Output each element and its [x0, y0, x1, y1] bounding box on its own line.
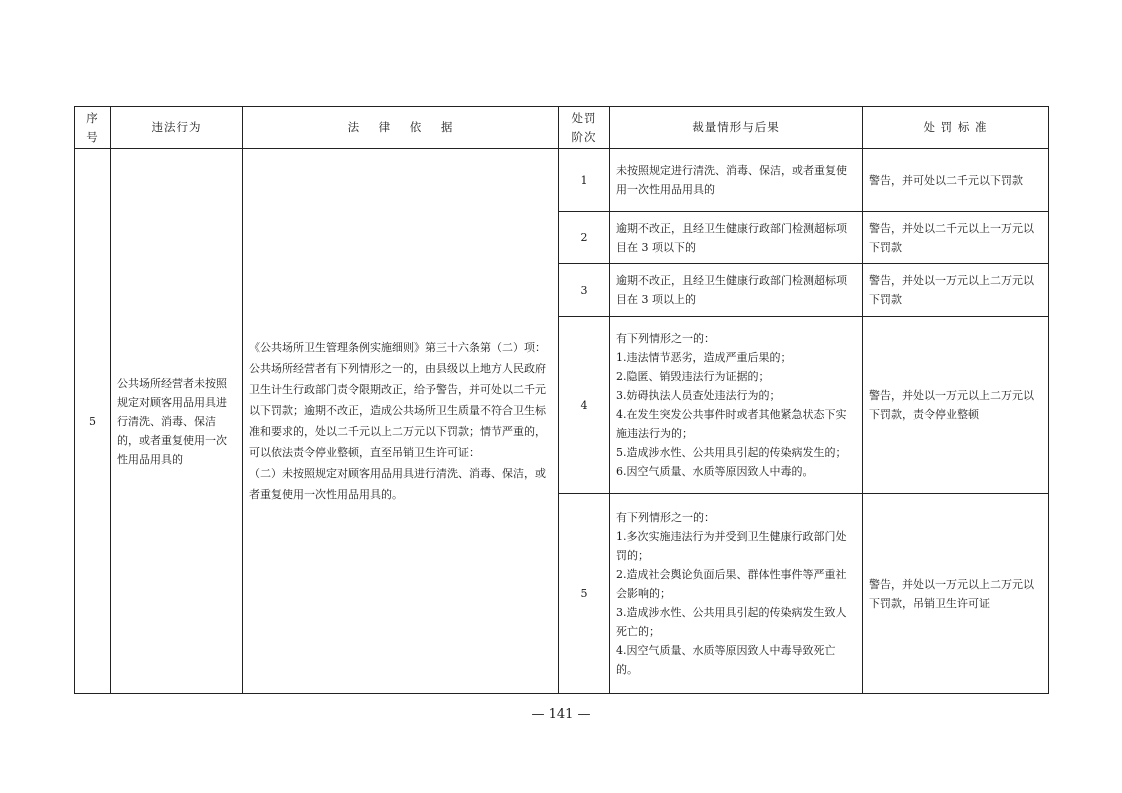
tier-stage: 2	[559, 212, 610, 264]
tier-circumstances: 逾期不改正，且经卫生健康行政部门检测超标项目在 3 项以下的	[610, 212, 863, 264]
tier-stage: 5	[559, 494, 610, 694]
tier-stage: 3	[559, 264, 610, 317]
penalty-standards-table	[74, 106, 1049, 694]
tier-circumstances: 有下列情形之一的： 1.多次实施违法行为并受到卫生健康行政部门处罚的； 2.造成社会舆论负面后果、群体性事件等严重社会影响的； 3.造成涉水性、公共用具引起的传染病发生致人死亡的； 4.因空气质量、水质等原因致人中毒导致死亡的。	[610, 494, 863, 694]
tier-standard: 警告，并可处以二千元以下罚款	[863, 149, 1049, 212]
header-behavior: 违法行为	[111, 107, 243, 149]
header-stage: 处罚 阶次	[559, 107, 610, 149]
tier-standard: 警告，并处以一万元以上二万元以下罚款	[863, 264, 1049, 317]
row-legal-basis: 《公共场所卫生管理条例实施细则》第三十六条第（二）项：公共场所经营者有下列情形之一的，由县级以上地方人民政府卫生计生行政部门责令限期改正，给予警告，并可处以二千元以下罚款；逾期不改正，造成公共场所卫生质量不符合卫生标准和要求的，处以二千元以上二万元以下罚款；情节严重的，可以依法责令停业整顿，直至吊销卫生许可证： （二）未按照规定对顾客用品用具进行清洗、消毒、保洁，或者重复使用一次性用品用具的。	[243, 149, 559, 694]
tier-standard: 警告，并处以二千元以上一万元以下罚款	[863, 212, 1049, 264]
tier-stage: 4	[559, 317, 610, 494]
row-seq: 5	[75, 149, 111, 694]
tier-standard: 警告，并处以一万元以上二万元以下罚款，吊销卫生许可证	[863, 494, 1049, 694]
tier-circumstances: 逾期不改正，且经卫生健康行政部门检测超标项目在 3 项以上的	[610, 264, 863, 317]
row-behavior: 公共场所经营者未按照规定对顾客用品用具进行清洗、消毒、保洁的，或者重复使用一次性用品用具的	[111, 149, 243, 694]
tier-circumstances: 未按照规定进行清洗、消毒、保洁，或者重复使用一次性用品用具的	[610, 149, 863, 212]
table-header-row	[75, 107, 1049, 149]
tier-standard: 警告，并处以一万元以上二万元以下罚款，责令停业整顿	[863, 317, 1049, 494]
header-circumstances: 裁量情形与后果	[610, 107, 863, 149]
tier-stage: 1	[559, 149, 610, 212]
header-basis: 法 律 依 据	[243, 107, 559, 149]
tier-circumstances: 有下列情形之一的： 1.违法情节恶劣，造成严重后果的； 2.隐匿、销毁违法行为证据的； 3.妨碍执法人员查处违法行为的； 4.在发生突发公共事件时或者其他紧急状态下实施违法行为的； 5.造成涉水性、公共用具引起的传染病发生的； 6.因空气质量、水质等原因致人中毒的。	[610, 317, 863, 494]
header-standard: 处 罚 标 准	[863, 107, 1049, 149]
table-row	[75, 149, 1049, 212]
page-number: — 141 —	[531, 707, 591, 722]
header-seq: 序 号	[75, 107, 111, 149]
